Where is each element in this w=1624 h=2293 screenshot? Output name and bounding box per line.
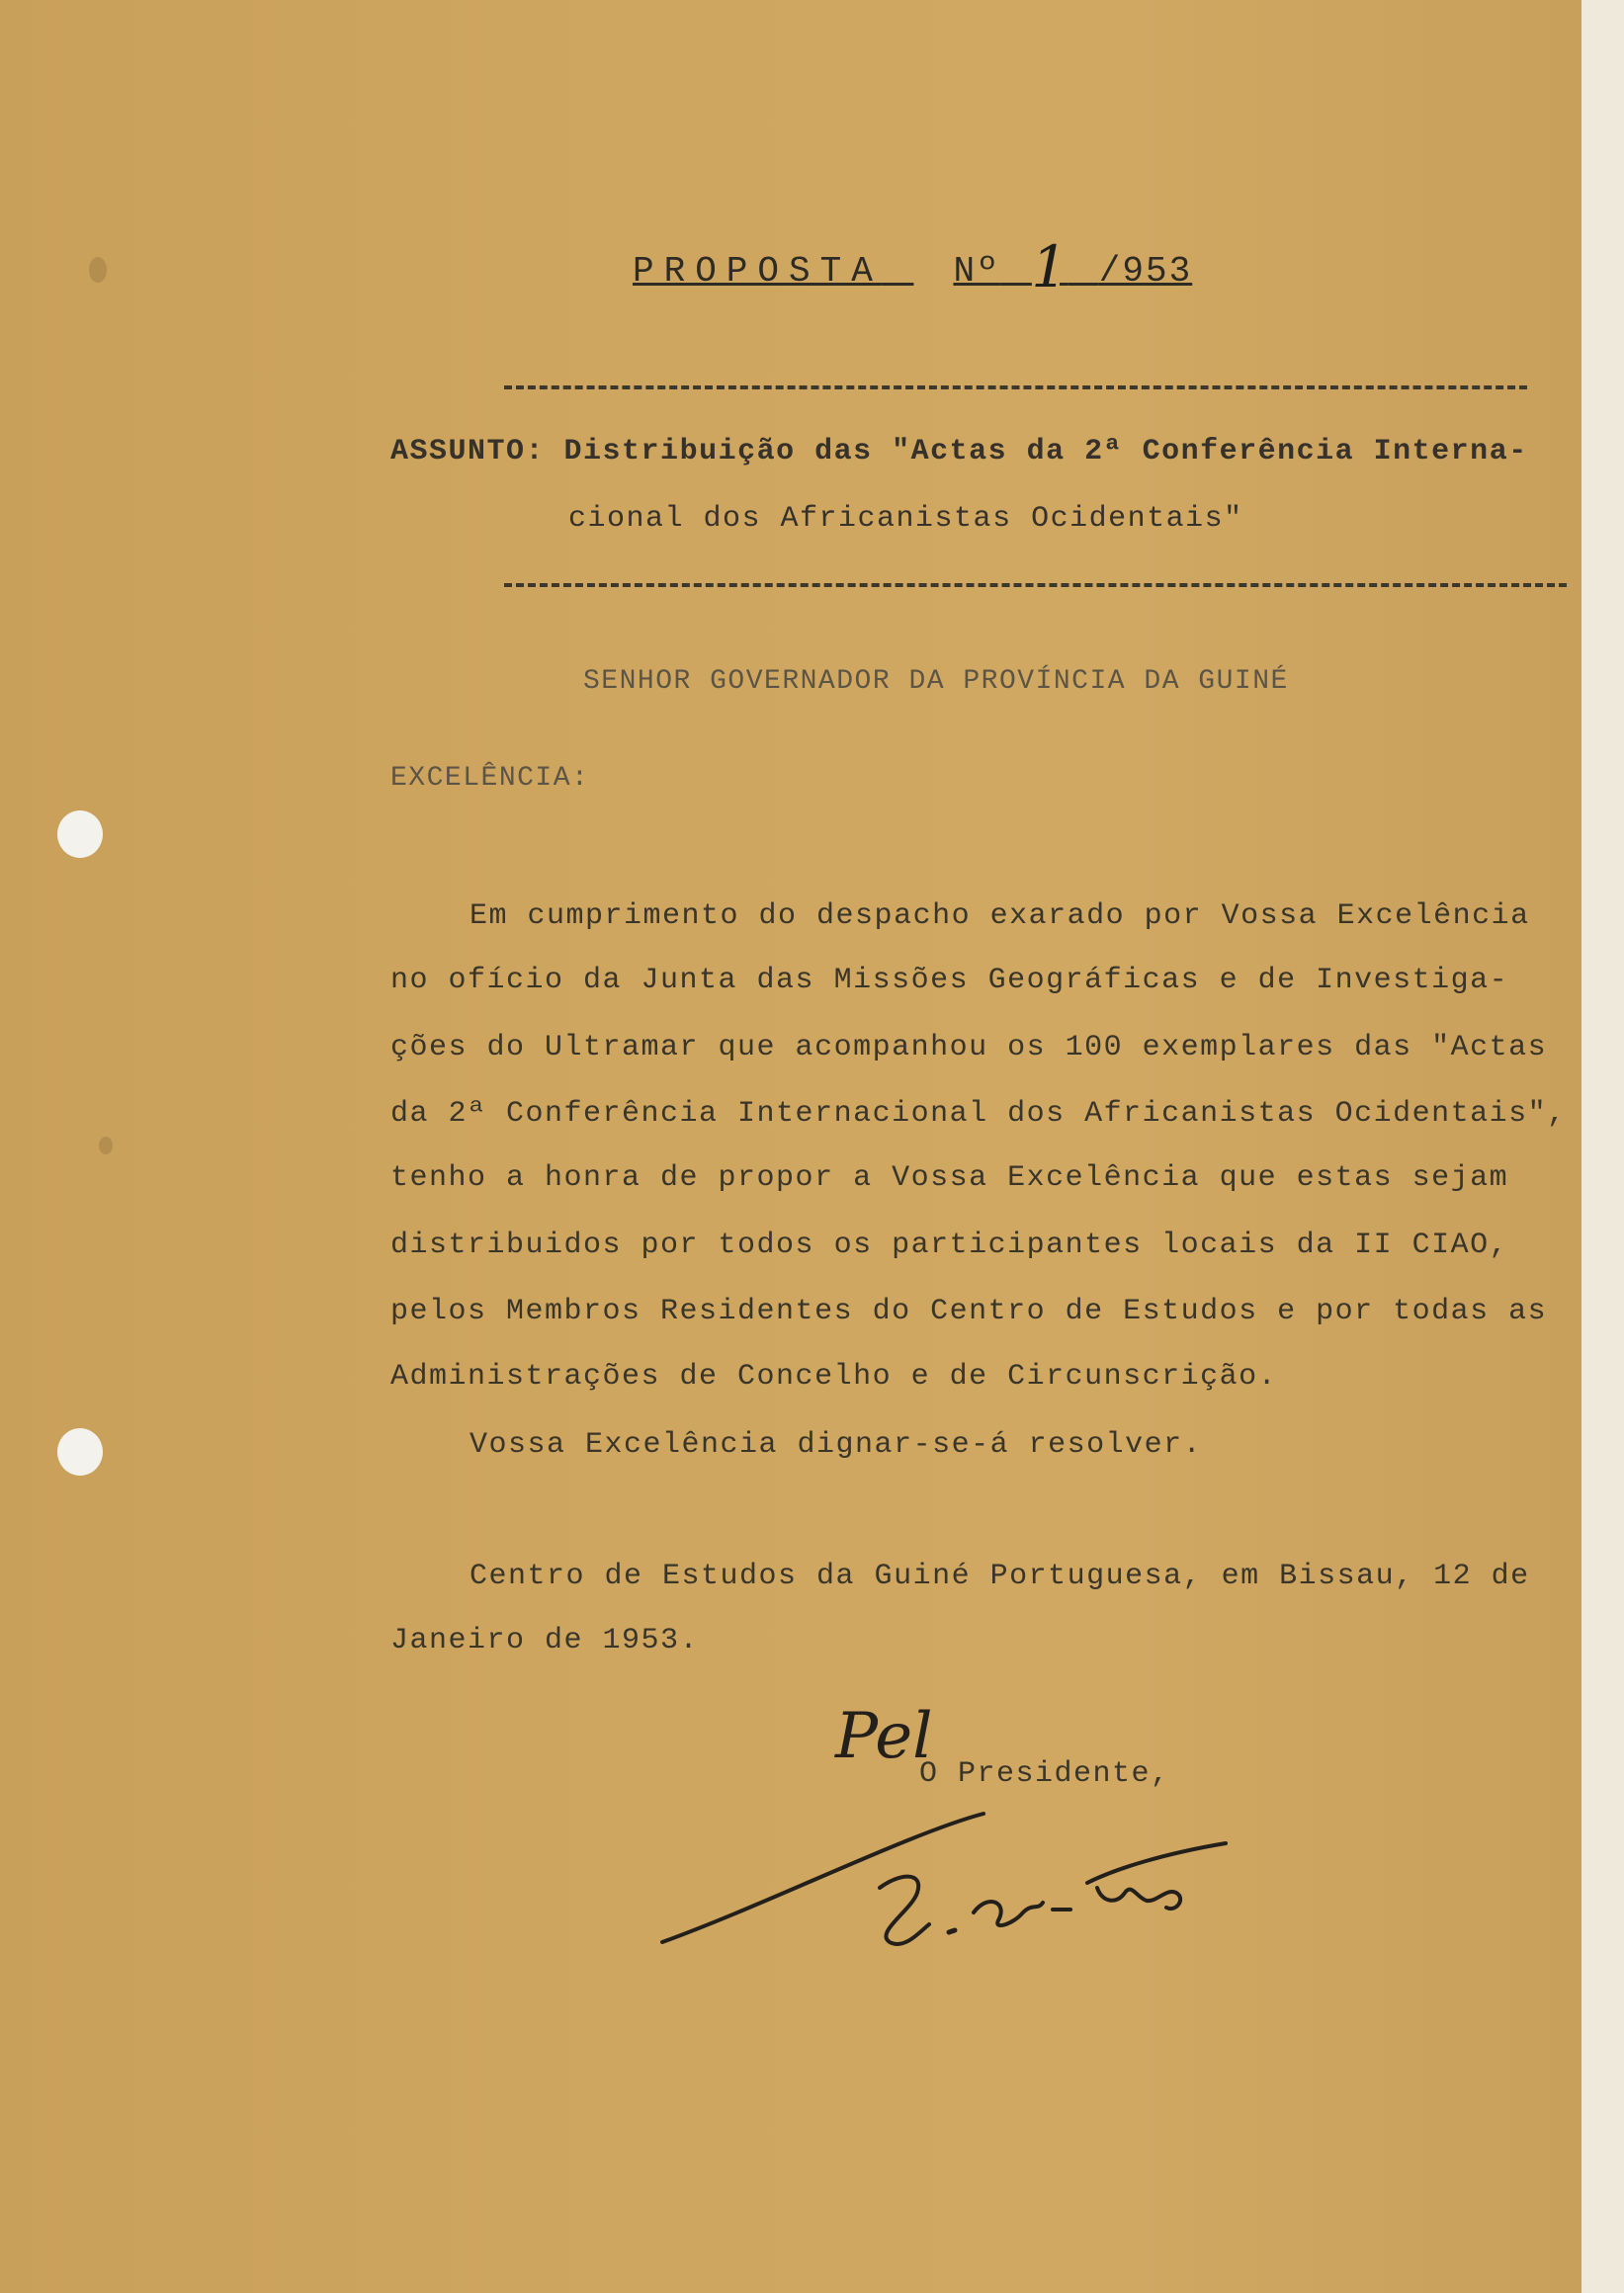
handwritten-number: 1 — [1031, 233, 1068, 300]
subject-text-1: Distribuição das "Actas da 2ª Conferência Interna- — [563, 435, 1528, 468]
body-line: Em cumprimento do despacho exarado por Vossa Excelência — [470, 899, 1530, 933]
addressee: SENHOR GOVERNADOR DA PROVÍNCIA DA GUINÉ — [583, 666, 1289, 697]
place-date-line-1: Centro de Estudos da Guiné Portuguesa, em Bissau, 12 de — [470, 1560, 1530, 1593]
heading-word: PROPOSTA — [633, 251, 883, 292]
number-prefix: Nº — [953, 251, 1000, 292]
body-line: no ofício da Junta das Missões Geográficas e de Investiga- — [390, 964, 1509, 997]
body-line: distribuidos por todos os participantes locais da II CIAO, — [390, 1229, 1509, 1262]
body-line: tenho a honra de propor a Vossa Excelência que estas sejam — [390, 1161, 1509, 1195]
punch-hole — [57, 1428, 103, 1476]
body-line: pelos Membros Residentes do Centro de Estudos e por todas as — [390, 1295, 1548, 1328]
signature-title: O Presidente, — [919, 1757, 1170, 1791]
place-date-line-2: Janeiro de 1953. — [390, 1624, 700, 1657]
proposal-heading — [633, 227, 1193, 300]
punch-hole — [57, 810, 103, 858]
dashed-divider-top — [504, 385, 1527, 389]
subject-line-1 — [390, 435, 1528, 468]
signature-icon — [652, 1794, 1245, 1972]
scan-edge — [1581, 0, 1624, 2293]
subject-label: ASSUNTO: — [390, 435, 546, 468]
dashed-divider-bottom — [504, 583, 1567, 587]
stain — [99, 1137, 113, 1154]
handwritten-pel: Pel — [835, 1700, 933, 1773]
body-line: Administrações de Concelho e de Circunscrição. — [390, 1360, 1278, 1394]
body-line: ções do Ultramar que acompanhou os 100 exemplares das "Actas — [390, 1031, 1548, 1064]
year-suffix: /953 — [1098, 251, 1193, 292]
body-line: da 2ª Conferência Internacional dos Africanistas Ocidentais", — [390, 1097, 1567, 1131]
subject-text-2: cional dos Africanistas Ocidentais" — [568, 502, 1243, 536]
salutation: EXCELÊNCIA: — [390, 763, 590, 794]
body-line: Vossa Excelência dignar-se-á resolver. — [470, 1428, 1203, 1462]
stain — [89, 257, 107, 283]
